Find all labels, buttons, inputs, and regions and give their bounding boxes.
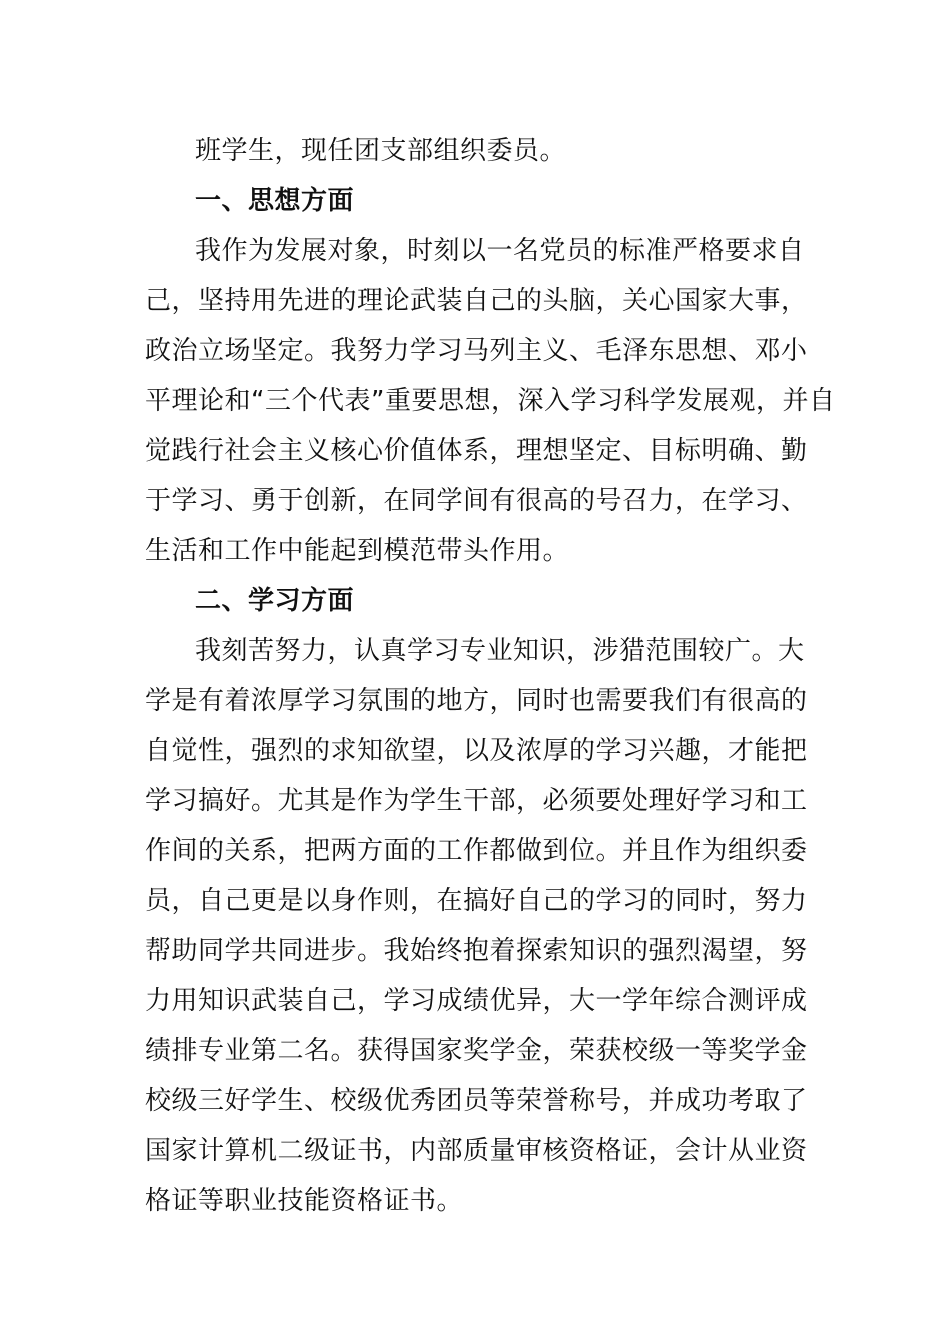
paragraph-line: 我作为发展对象，时刻以一名党员的标准严格要求自 [195, 236, 805, 266]
section-heading-thought: 一、思想方面 [195, 186, 355, 216]
paragraph-line: 于学习、勇于创新，在同学间有很高的号召力，在学习、 [145, 486, 808, 516]
paragraph-line: 我刻苦努力，认真学习专业知识，涉猎范围较广。大 [195, 636, 805, 666]
paragraph-line: 学是有着浓厚学习氛围的地方，同时也需要我们有很高的 [145, 686, 808, 716]
paragraph-line: 政治立场坚定。我努力学习马列主义、毛泽东思想、邓小 [145, 336, 808, 366]
paragraph-line: 员，自己更是以身作则，在搞好自己的学习的同时，努力 [145, 886, 808, 916]
paragraph-line: 自觉性，强烈的求知欲望，以及浓厚的学习兴趣，才能把 [145, 736, 808, 766]
paragraph-line: 帮助同学共同进步。我始终抱着探索知识的强烈渴望，努 [145, 936, 808, 966]
paragraph-line: 校级三好学生、校级优秀团员等荣誉称号，并成功考取了 [145, 1086, 808, 1116]
paragraph-line: 格证等职业技能资格证书。 [145, 1186, 464, 1216]
paragraph-line: 平理论和“三个代表”重要思想，深入学习科学发展观，并自 [145, 386, 836, 416]
paragraph-line: 国家计算机二级证书，内部质量审核资格证，会计从业资 [145, 1136, 808, 1166]
paragraph-line: 觉践行社会主义核心价值体系，理想坚定、目标明确、勤 [145, 436, 808, 466]
paragraph-line: 学习搞好。尤其是作为学生干部，必须要处理好学习和工 [145, 786, 808, 816]
paragraph-line: 班学生，现任团支部组织委员。 [195, 136, 567, 166]
paragraph-line: 生活和工作中能起到模范带头作用。 [145, 536, 570, 566]
paragraph-line: 绩排专业第二名。获得国家奖学金，荣获校级一等奖学金 [145, 1036, 808, 1066]
paragraph-line: 己，坚持用先进的理论武装自己的头脑，关心国家大事， [145, 286, 808, 316]
section-heading-study: 二、学习方面 [195, 586, 355, 616]
paragraph-line: 作间的关系，把两方面的工作都做到位。并且作为组织委 [145, 836, 808, 866]
paragraph-line: 力用知识武装自己，学习成绩优异，大一学年综合测评成 [145, 986, 808, 1016]
